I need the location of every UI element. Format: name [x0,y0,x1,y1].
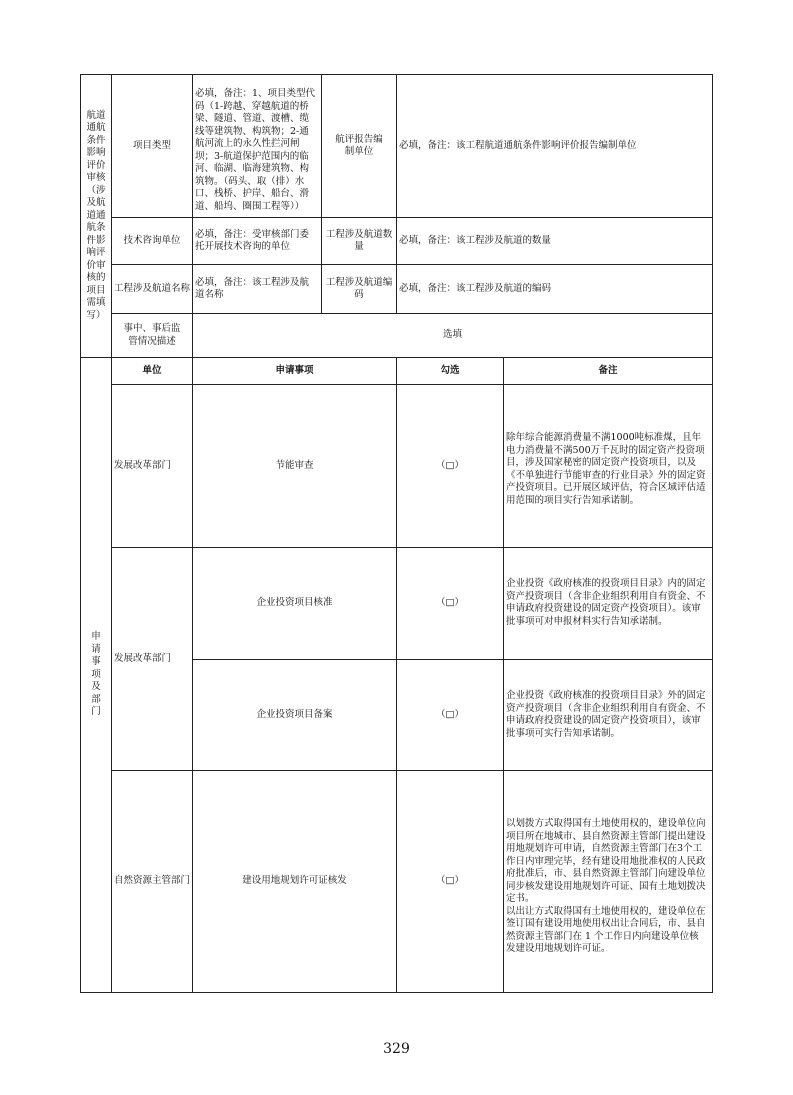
header-item: 申请事项 [275,364,314,376]
channel-name-label: 工程涉及航道名称 [113,282,190,294]
consult-unit-note: 必填，备注：受审核部门委托开展技术咨询的单位 [195,228,310,252]
project-type-note: 必填，备注：1、项目类型代码（1-跨越、穿越航道的桥梁、隧道、管道、渡槽、缆线等建筑物、构筑物；2-通航河流上的永久性拦河闸坝；3-航道保护范围内的临河、临湖、临海建筑物、构筑物。（码头、取（排）水口、栈桥、护岸、船台、滑道、船坞、圈围工程等）） [195,88,316,212]
section1-vertical-label: 航道通航条件影响评价审核（涉及航道通航条件影响评价审核的项目需填写） [86,109,106,321]
channel-code-note: 必填，备注：该工程涉及航道的编码 [399,282,552,294]
channel-count-note: 必填，备注：该工程涉及航道的数量 [399,234,552,246]
project-type-label: 项目类型 [132,139,171,151]
check-land-planning-permit[interactable]: （□） [436,875,464,887]
item-land-planning-permit: 建设用地规划许可证核发 [242,875,347,887]
check-energy-review[interactable]: （□） [436,459,464,471]
consult-unit-label: 技术咨询单位 [123,234,181,246]
remark-investment-approval: 企业投资《政府核准的投资项目目录》内的固定资产投资项目（含非企业组织利用自有资金、不申请政府投资建设的固定资产投资项目）。该审批事项可对申报材料实行告知承诺制。 [506,578,706,627]
unit-ndrc-2: 发展改革部门 [114,652,172,664]
channel-code-label: 工程涉及航道编码 [325,276,393,300]
header-unit: 单位 [142,364,162,376]
unit-ndrc-1: 发展改革部门 [114,459,172,471]
section2-vertical-label: 申请事项及部门 [91,631,101,718]
page-number: 329 [383,1041,410,1057]
item-investment-approval: 企业投资项目核准 [256,597,333,609]
item-energy-review: 节能审查 [275,459,314,471]
supervision-label: 事中、事后监管情况描述 [123,323,181,347]
channel-name-note: 必填，备注：该工程涉及航道名称 [195,276,310,300]
check-investment-filing[interactable]: （□） [436,708,464,720]
item-investment-filing: 企业投资项目备案 [256,708,333,720]
unit-natural-resources: 自然资源主管部门 [114,875,191,887]
report-unit-label: 航评报告编制单位 [335,133,383,157]
report-unit-note: 必填，备注：该工程航道通航条件影响评价报告编制单位 [399,139,637,151]
remark-energy-review: 除年综合能源消费量不满1000吨标准煤，且年电力消费量不满500万千瓦时的固定资产投资项目，涉及国家秘密的固定资产投资项目，以及《不单独进行节能审查的行业目录》外的固定资产投资项目。已开展区域评估，符合区域评估适用范围的项目实行告知承诺制。 [506,432,706,506]
check-investment-approval[interactable]: （□） [436,597,464,609]
remark-land-planning-permit: 以划拨方式取得国有土地使用权的，建设单位向项目所在地城市、县自然资源主管部门提出建设用地规划许可申请，自然资源主管部门在3个工作日内审理完毕，经有建设用地批准权的人民政府批准后，市、县自然资源主管部门向建设单位同步核发建设用地规划许可证、国有土地划拨决定书。 以出让方式取得国有土地使用权的，建设单位在签订国有建设用地使用权出让合同后，市、县自然资源主管部门在 1 个工作日内向建设单位核发建设用地规划许可证。 [506,818,706,954]
remark-investment-filing: 企业投资《政府核准的投资项目目录》外的固定资产投资项目（含非企业组织利用自有资金、不申请政府投资建设的固定资产投资项目），该审批事项可实行告知承诺制。 [506,690,706,739]
channel-count-label: 工程涉及航道数量 [325,228,393,252]
supervision-note: 选填 [442,329,462,341]
header-check: 勾选 [440,364,460,376]
header-remark: 备注 [598,364,618,376]
